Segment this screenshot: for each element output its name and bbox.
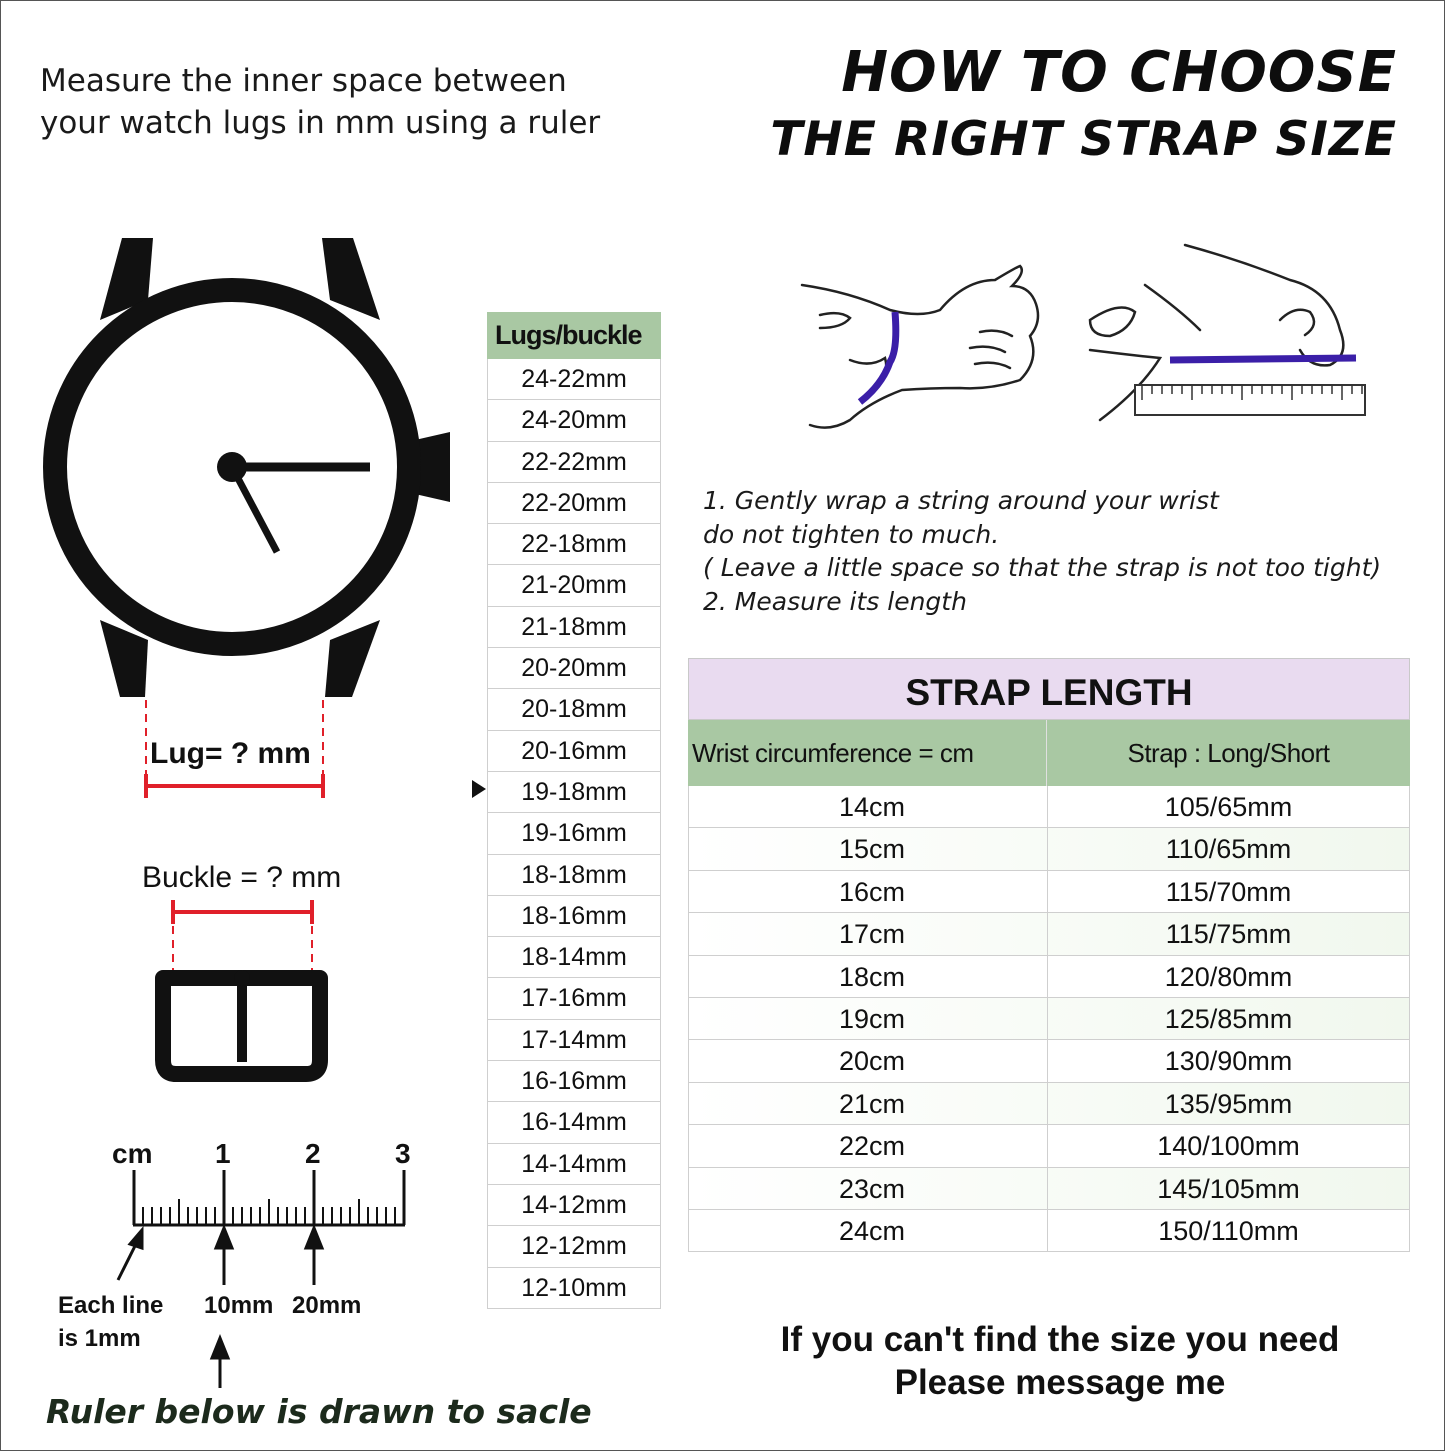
ruler-unit: cm (112, 1138, 153, 1169)
lugs-table-row: 24-20mm (487, 400, 661, 441)
strap-cell: 140/100mm (1157, 1131, 1300, 1162)
lugs-table-row: 18-18mm (487, 855, 661, 896)
wrist-cell: 15cm (689, 828, 1048, 869)
strap-table-row (688, 998, 1410, 1040)
measuring-instructions (703, 484, 1381, 618)
lugs-table-row: 12-12mm (487, 1226, 661, 1267)
strap-table-row (688, 828, 1410, 870)
each-line-label-1: Each line (58, 1292, 164, 1319)
intro-line-2: your watch lugs in mm using a ruler (40, 105, 601, 141)
lugs-table-row: 20-18mm (487, 689, 661, 730)
wrist-cell: 24cm (689, 1210, 1048, 1251)
lugs-table-row: 19-16mm (487, 813, 661, 854)
instruction-line-1: 1. Gently wrap a string around your wrist (703, 486, 1219, 515)
ruler-note: Ruler below is drawn to sacle (46, 1392, 592, 1431)
label-20mm: 20mm (292, 1292, 362, 1319)
lugs-table-row: 18-14mm (487, 937, 661, 978)
wrist-string (860, 312, 896, 402)
buckle-icon (163, 970, 320, 1074)
wrist-cell: 20cm (689, 1040, 1048, 1081)
measured-string (1170, 358, 1356, 360)
ruler-tick-2: 2 (305, 1138, 321, 1169)
each-line-label-2: is 1mm (58, 1325, 141, 1352)
strap-cell: 105/65mm (1164, 792, 1293, 822)
contact-message (760, 1318, 1360, 1404)
lugs-table-row: 17-16mm (487, 978, 661, 1019)
strap-table-row (688, 1040, 1410, 1082)
wrist-wrap-hand-icon (802, 266, 1038, 428)
strap-cell: 125/85mm (1164, 1003, 1293, 1034)
wrist-column-header: Wrist circumference = cm (688, 720, 1047, 786)
wrist-cell: 17cm (689, 913, 1048, 954)
strap-cell: 120/80mm (1164, 961, 1293, 992)
lugs-table-row: 21-18mm (487, 607, 661, 648)
buckle-measure-marker (173, 900, 312, 975)
strap-table-row (688, 786, 1410, 828)
strap-table-row (688, 1083, 1410, 1125)
ruler-tick-1: 1 (215, 1138, 231, 1169)
ruler-icon (133, 1170, 405, 1225)
intro-line-1: Measure the inner space between (40, 63, 567, 99)
lugs-table-row: 19-18mm (487, 772, 661, 813)
strap-cell: 130/90mm (1164, 1046, 1293, 1077)
lugs-table-row: 21-20mm (487, 565, 661, 606)
lugs-table-row: 14-12mm (487, 1185, 661, 1226)
buckle-label: Buckle = ? mm (142, 861, 342, 894)
wrist-cell: 21cm (689, 1083, 1048, 1124)
lugs-table-row: 22-20mm (487, 483, 661, 524)
watch-illustration (0, 0, 480, 1451)
lugs-table-row: 16-16mm (487, 1061, 661, 1102)
lugs-table-row: 17-14mm (487, 1020, 661, 1061)
lugs-table-row: 24-22mm (487, 359, 661, 400)
wrist-cell: 14cm (689, 786, 1048, 827)
strap-table-title: STRAP LENGTH (688, 658, 1410, 720)
ruler-tick-3: 3 (395, 1138, 411, 1169)
lugs-table-body (487, 359, 661, 1309)
page-title-line-2: THE RIGHT STRAP SIZE (770, 112, 1397, 167)
lugs-table-row: 20-20mm (487, 648, 661, 689)
watch-icon (55, 238, 450, 697)
strap-table-row (688, 956, 1410, 998)
strap-cell: 115/75mm (1165, 919, 1292, 950)
lugs-table-row: 22-18mm (487, 524, 661, 565)
lugs-table-row: 20-16mm (487, 731, 661, 772)
measuring-ruler (1135, 385, 1365, 415)
strap-table-body (688, 786, 1410, 1252)
wrist-measuring-illustration (790, 240, 1380, 440)
strap-cell: 145/105mm (1157, 1173, 1300, 1204)
strap-table-row (688, 871, 1410, 913)
strap-length-table (688, 658, 1410, 1252)
lugs-table-row: 14-14mm (487, 1144, 661, 1185)
lugs-table-header: Lugs/buckle (487, 312, 661, 359)
strap-column-header: Strap : Long/Short (1127, 738, 1330, 768)
strap-cell: 135/95mm (1164, 1088, 1293, 1119)
lug-label: Lug= ? mm (150, 737, 311, 770)
strap-table-header (688, 720, 1410, 786)
wrist-cell: 23cm (689, 1168, 1048, 1209)
instruction-line-3: ( Leave a little space so that the strap is not too tight) (703, 553, 1382, 582)
lugs-table-row: 22-22mm (487, 442, 661, 483)
instruction-line-4: 2. Measure its length (703, 586, 967, 616)
strap-cell: 115/70mm (1165, 876, 1292, 907)
strap-cell: 110/65mm (1165, 834, 1292, 865)
lugs-buckle-table (487, 312, 661, 1309)
wrist-cell: 18cm (689, 956, 1048, 997)
strap-table-row (688, 913, 1410, 955)
row-marker-icon (472, 780, 486, 798)
lugs-table-row: 12-10mm (487, 1268, 661, 1309)
strap-cell: 150/110mm (1158, 1215, 1299, 1246)
contact-line-2: Please message me (894, 1363, 1226, 1402)
strap-table-row (688, 1125, 1410, 1167)
label-10mm: 10mm (204, 1292, 274, 1319)
wrist-cell: 22cm (689, 1125, 1048, 1166)
contact-line-1: If you can't find the size you need (780, 1320, 1340, 1359)
lugs-table-row: 16-14mm (487, 1102, 661, 1143)
wrist-cell: 16cm (689, 871, 1048, 912)
instruction-line-2: do not tighten to much. (703, 519, 1000, 549)
page-title-line-1: HOW TO CHOOSE (841, 40, 1397, 105)
lugs-table-row: 18-16mm (487, 896, 661, 937)
strap-table-row (688, 1168, 1410, 1210)
strap-table-row (688, 1210, 1410, 1252)
wrist-cell: 19cm (689, 998, 1048, 1039)
